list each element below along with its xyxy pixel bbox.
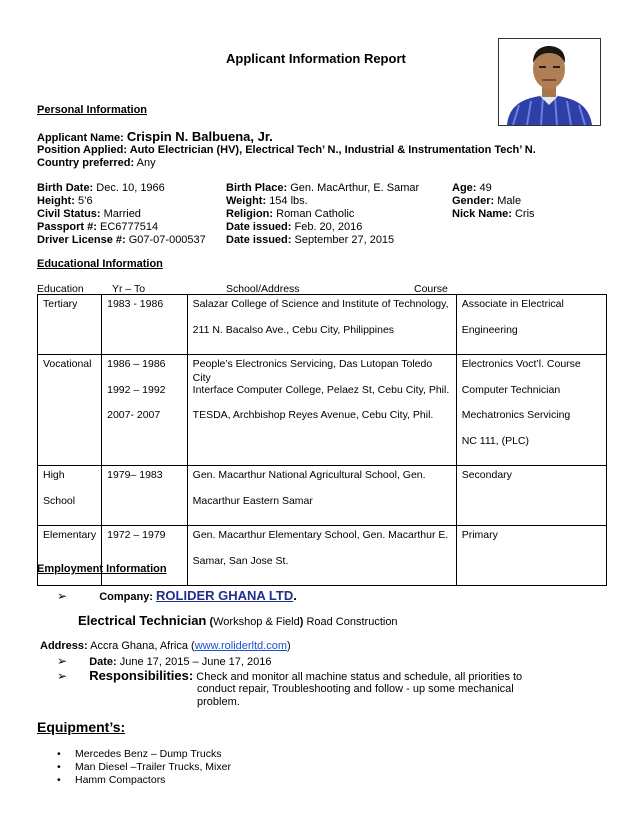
religion-row — [226, 208, 354, 220]
responsibilities-row — [57, 668, 522, 683]
cell-line: TESDA, Archbishop Reyes Avenue, Cebu City, Phil. — [192, 409, 434, 421]
passport-row — [37, 221, 158, 233]
address-value: Accra Ghana, Africa ( — [90, 640, 195, 652]
company-row — [57, 588, 297, 603]
cell-line: 1972 – 1979 — [107, 529, 166, 541]
position-label: Position Applied: — [37, 144, 128, 156]
arrow-bullet-icon: ➢ — [57, 589, 68, 603]
year-cell — [102, 295, 188, 355]
country-row — [37, 157, 156, 169]
height-value: 5’6 — [77, 195, 93, 207]
education-level-cell — [38, 355, 102, 466]
address-row — [40, 640, 291, 652]
birth-date-label: Birth Date: — [37, 182, 94, 194]
year-cell — [102, 466, 188, 526]
company-dot: . — [293, 588, 297, 603]
birth-place-label: Birth Place: — [226, 182, 288, 194]
date-value: June 17, 2015 – June 17, 2016 — [119, 656, 272, 668]
applicant-name-row — [37, 129, 273, 144]
cell-line: Vocational — [43, 358, 92, 370]
cell-line: Interface Computer College, Pelaez St, Cebu City, Phil. — [192, 383, 450, 396]
passport-issued-value: Feb. 20, 2016 — [294, 221, 363, 233]
cell-line: 2007- 2007 — [107, 409, 161, 421]
age-row — [452, 182, 492, 194]
role-open: ( — [209, 616, 214, 628]
gender-row — [452, 195, 521, 207]
col-header-education: Education — [37, 283, 84, 295]
passport-label: Passport #: — [37, 221, 97, 233]
cell-line: 1986 – 1986 — [107, 358, 166, 370]
cell-line: Mechatronics Servicing — [461, 409, 571, 421]
position-row — [37, 144, 536, 156]
civil-status-label: Civil Status: — [37, 208, 101, 220]
role-close: ) — [299, 616, 304, 628]
religion-value: Roman Catholic — [276, 208, 355, 220]
weight-value: 154 lbs. — [269, 195, 308, 207]
arrow-bullet-icon: ➢ — [57, 669, 68, 683]
driver-license-row — [37, 234, 206, 246]
employment-heading: Employment Information — [37, 563, 167, 575]
cell-line: Gen. Macarthur Elementary School, Gen. Macarthur E. — [192, 529, 449, 541]
cell-line: 1992 – 1992 — [107, 383, 166, 396]
report-title: Applicant Information Report — [226, 51, 406, 66]
col-header-year: Yr – To — [112, 283, 146, 295]
cell-line: Electronics Voct’l. Course — [461, 358, 581, 370]
weight-row — [226, 195, 308, 207]
list-item: • Man Diesel –Trailer Trucks, Mixer — [57, 761, 231, 774]
gender-value: Male — [497, 195, 522, 207]
age-label: Age: — [452, 182, 477, 194]
cell-line: Salazar College of Science and Institute of Technology, — [192, 298, 449, 310]
address-close: ) — [287, 640, 291, 652]
company-value: ROLIDER GHANA LTD — [156, 588, 294, 603]
civil-status-value: Married — [103, 208, 141, 220]
civil-status-row — [37, 208, 141, 220]
role-tail: Road Construction — [303, 616, 398, 628]
cell-line: People’s Electronics Servicing, Das Lutopan Toledo City — [192, 358, 433, 384]
position-value: Auto Electrician (HV), Electrical Tech’ N., Industrial & Instrumentation Tech’ N. — [129, 144, 536, 156]
birth-date-value: Dec. 10, 1966 — [96, 182, 165, 194]
person-photo-icon — [499, 39, 600, 125]
cell-line: Gen. Macarthur National Agricultural School, Gen. — [192, 469, 426, 481]
date-label: Date: — [89, 656, 117, 668]
gender-label: Gender: — [452, 195, 495, 207]
table-row — [38, 466, 607, 526]
license-issued-value: September 27, 2015 — [294, 234, 395, 246]
table-row — [38, 355, 607, 466]
year-cell — [102, 526, 188, 586]
cell-line: Secondary — [461, 469, 512, 481]
cell-line: Tertiary — [43, 298, 78, 310]
cell-line: Associate in Electrical — [461, 298, 564, 310]
course-cell — [456, 355, 606, 466]
arrow-bullet-icon: ➢ — [57, 654, 68, 668]
license-issued-row — [226, 234, 394, 246]
cell-line: Computer Technician — [461, 383, 561, 396]
cell-line: School — [43, 494, 76, 507]
cell-line: 1983 - 1986 — [107, 298, 164, 310]
responsibilities-line: conduct repair, Troubleshooting and follow - up some mechanical — [197, 683, 514, 695]
applicant-name-value: Crispin N. Balbuena, Jr. — [126, 129, 273, 144]
height-label: Height: — [37, 195, 75, 207]
weight-label: Weight: — [226, 195, 267, 207]
school-cell — [187, 526, 456, 586]
education-level-cell — [38, 295, 102, 355]
education-level-cell — [38, 526, 102, 586]
responsibilities-line: problem. — [197, 696, 240, 708]
list-item: • Mercedes Benz – Dump Trucks — [57, 748, 231, 761]
equipment-heading: Equipment’s: — [37, 719, 126, 735]
col-header-school: School/Address — [226, 283, 300, 295]
education-heading: Educational Information — [37, 258, 163, 270]
role-detail: Workshop & Field — [213, 616, 300, 628]
birth-place-value: Gen. MacArthur, E. Samar — [290, 182, 420, 194]
date-row — [57, 654, 271, 668]
equipment-list — [57, 748, 231, 787]
year-cell — [102, 355, 188, 466]
country-label: Country preferred: — [37, 157, 135, 169]
course-cell — [456, 466, 606, 526]
address-label: Address: — [40, 640, 88, 652]
cell-line: High — [43, 469, 65, 481]
school-cell — [187, 295, 456, 355]
course-cell — [456, 295, 606, 355]
cell-line: Macarthur Eastern Samar — [192, 494, 313, 507]
cell-line: Engineering — [461, 323, 518, 336]
driver-license-value: G07-07-000537 — [128, 234, 206, 246]
religion-label: Religion: — [226, 208, 274, 220]
passport-issued-label: Date issued: — [226, 221, 292, 233]
col-header-course: Course — [414, 283, 448, 295]
education-table — [37, 294, 607, 586]
cell-line: Primary — [461, 529, 498, 541]
age-value: 49 — [479, 182, 492, 194]
driver-license-label: Driver License #: — [37, 234, 126, 246]
nick-name-row — [452, 208, 535, 220]
course-cell — [456, 526, 606, 586]
company-label: Company: — [99, 591, 153, 603]
education-level-cell — [38, 466, 102, 526]
country-value: Any — [136, 157, 156, 169]
license-issued-label: Date issued: — [226, 234, 292, 246]
responsibilities-label: Responsibilities: — [89, 668, 194, 683]
applicant-name-label: Applicant Name: — [37, 132, 124, 144]
table-row — [38, 526, 607, 586]
responsibilities-line: Check and monitor all machine status and schedule, all priorities to — [196, 671, 523, 683]
height-row — [37, 195, 93, 207]
school-cell — [187, 466, 456, 526]
nick-name-label: Nick Name: — [452, 208, 512, 220]
list-item: • Hamm Compactors — [57, 774, 231, 787]
company-website-link[interactable]: www.roliderltd.com — [194, 640, 287, 652]
role-row — [78, 613, 398, 628]
birth-place-row — [226, 182, 419, 194]
personal-info-heading: Personal Information — [37, 104, 148, 116]
cell-line: Elementary — [43, 529, 97, 541]
table-row — [38, 295, 607, 355]
cell-line: 211 N. Bacalso Ave., Cebu City, Philippines — [192, 323, 395, 336]
school-cell — [187, 355, 456, 466]
cell-line: Samar, San Jose St. — [192, 554, 289, 567]
passport-issued-row — [226, 221, 362, 233]
applicant-photo — [498, 38, 601, 126]
nick-name-value: Cris — [514, 208, 535, 220]
birth-date-row — [37, 182, 165, 194]
role-title: Electrical Technician — [78, 613, 207, 628]
cell-line: NC 111, (PLC) — [461, 434, 530, 447]
cell-line: 1979– 1983 — [107, 469, 163, 481]
passport-value: EC6777514 — [99, 221, 159, 233]
